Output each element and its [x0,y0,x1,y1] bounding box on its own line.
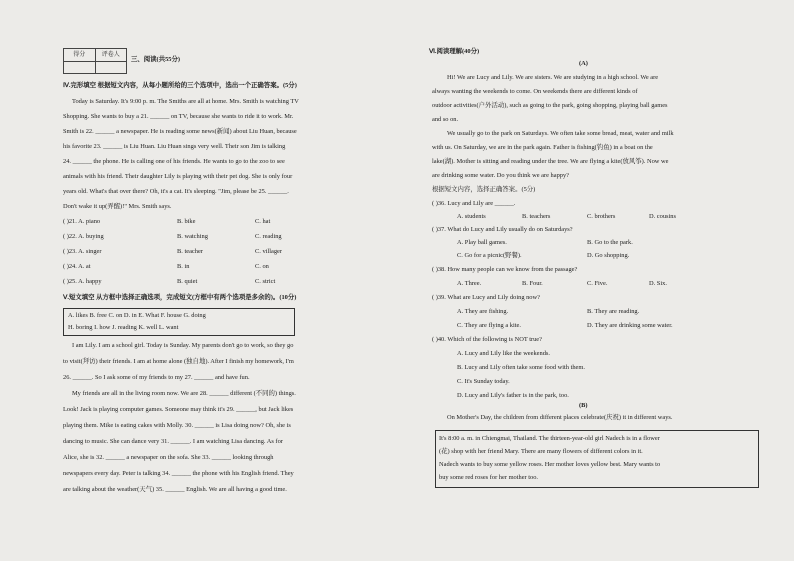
passage-line: playing them. Mike is eating cakes with Molly. 30. ______ is Lisa doing now? Oh, she is [63,422,291,429]
question: ( )22. A. buying [63,233,104,240]
passage-line: Smith is 22. ______ a newspaper. He is reading some news(新闻) about Liu Huan, because [63,128,297,135]
option: C. reading [255,233,282,240]
option: B. bike [177,218,196,225]
word-bank-row: H. boring I. how J. reading K. well L. want [68,324,179,331]
passage-line: years old. What's that over there? Oh, it's a cat. It's sleeping. "Jim, please be 25. ______. [63,188,289,195]
option: B. in [177,263,190,270]
passage-line: are talking about the weather(天气) 35. ______ English. We are all having a good time. [63,486,287,493]
option: A. Lucy and Lily like the weekends. [457,350,550,357]
option: C. brothers [587,213,616,220]
passage-line: lake(湖). Mother is sitting and reading under the tree. We are flying a kite(放风筝). Now we [432,158,669,165]
option: B. teachers [522,213,551,220]
right-page [397,0,794,561]
section-title: 三、阅读(共55分) [131,56,180,63]
question: ( )36. Lucy and Lily are ______. [432,200,516,207]
question: ( )23. A. singer [63,248,102,255]
option: B. quiet [177,278,198,285]
option: B. Four. [522,280,543,287]
score-blank [64,62,96,74]
option: C. on [255,263,269,270]
option: C. strict [255,278,276,285]
option: D. Six. [649,280,667,287]
passage-line: Look! Jack is playing computer games. Someone may think it's 29. ______, but Jack likes [63,406,294,413]
part-b-intro: On Mother's Day, the children from different places celebrate(庆祝) it in different ways. [447,414,673,421]
option: B. teacher [177,248,203,255]
question: ( )25. A. happy [63,278,102,285]
passage-line: to visit(拜访) their friends. I am at home alone (独自地). After I finish my homework, I'm [63,358,294,365]
question: ( )21. A. piano [63,218,101,225]
word-bank-box [63,308,295,336]
passage-line: Today is Saturday. It's 9:00 p. m. The Smiths are all at home. Mrs. Smith is watching TV [72,98,299,105]
option: D. Lucy and Lily's father is in the park, too. [457,392,569,399]
passage-line: Nadech wants to buy some yellow roses. Her mother loves yellow best. Mary wants to [439,461,661,468]
question: ( )39. What are Lucy and Lily doing now? [432,294,540,301]
grader-blank [96,62,127,74]
option: B. watching [177,233,208,240]
passage-line: My friends are all in the living room now. We are 28. ______ different (不同的) things. [72,390,296,397]
part4-title: Ⅳ.完形填空 根据短文内容，从每小题所给的三个选项中，选出一个正确答案。(5分) [63,82,297,89]
passage-line: newspapers every day. Peter is talking 34. ______ the phone with his English friend. They [63,470,294,477]
option: C. They are flying a kite. [457,322,521,329]
passage-line: Alice, she is 32. ______ a newspaper on the sofa. She 33. ______ looking through [63,454,274,461]
passage-line: outdoor activities(户外活动), such as going to the park, going shopping, playing ball games [432,102,668,109]
word-bank-row: A. likes B. free C. on D. in E. What F. house G. doing [68,312,206,319]
passage-line: Shopping. She wants to buy a 21. ______ on TV, because she wants to ride it to work. Mr. [63,113,294,120]
option: C. Go for a picnic(野餐). [457,252,522,259]
option: B. Go to the park. [587,239,633,246]
question: ( )24. A. at [63,263,91,270]
option: C. Five. [587,280,608,287]
option: A. Play ball games. [457,239,507,246]
passage-line: dancing to music. She can dance very 31. ______. I am watching Lisa dancing. As for [63,438,283,445]
option: C. It's Sunday today. [457,378,510,385]
option: B. Lucy and Lily often take some food with them. [457,364,585,371]
option: A. They are fishing. [457,308,509,315]
part6-title: Ⅵ.阅读理解(40分) [429,48,480,55]
option: C. hat [255,218,271,225]
passage-line: and so on. [432,116,459,123]
grader-col: 评卷人 [101,52,120,58]
instruction: 根据短文内容，选择正确答案。(5分) [432,186,536,193]
passage-line: always wanting the weekends to come. On weekends there are different kinds of [432,88,638,95]
passage-line: Don't wake it up(弄醒)!" Mrs. Smith says. [63,203,172,210]
option: C. villager [255,248,282,255]
score-col: 得分 [64,49,96,61]
passage-line: buy some red roses for her mother too. [439,474,539,481]
part-b-passage-box [435,430,759,488]
passage-line: 24. ______ the phone. He is calling one of his friends. He wants to go to the zoo to see [63,158,285,165]
question: ( )37. What do Lucy and Lily usually do on Saturdays? [432,226,573,233]
passage-line: 26. ______. So I ask some of my friends to my 27. ______ and have fun. [63,374,250,381]
passage-line: with us. On Saturday, we are in the park again. Father is fishing(钓鱼) in a boat on the [432,144,653,151]
option: D. They are drinking some water. [587,322,673,329]
passage-line: (花) shop with her friend Mary. There are many flowers of different colors in it. [439,448,643,455]
part-b-label: (B) [579,402,588,409]
passage-line: are drinking some water. Do you think we are happy? [432,172,570,179]
option: D. Go shopping. [587,252,630,259]
passage-line: We usually go to the park on Saturdays. We often take some bread, meat, water and milk [447,130,674,137]
passage-line: his favorite 23. ______ is Liu Huan. Liu Huan sings very well. Their son Jim is talking [63,143,286,150]
passage-line: I am Lily. I am a school girl. Today is Sunday. My parents don't go to work, so they go [72,342,294,349]
passage-line: It's 8:00 a. m. in Chiengmai, Thailand. The thirteen-year-old girl Nadech is in a flower [439,435,660,442]
part5-title: Ⅴ.短文填空 从方框中选择正确选项，完成短文(方框中有两个选项是多余的)。(10分) [63,294,297,301]
question: ( )40. Which of the following is NOT true? [432,336,542,343]
option: B. They are reading. [587,308,640,315]
option: A. Three. [457,280,482,287]
option: D. cousins [649,213,676,220]
passage-line: animals with his friend. Their daughter Lily is playing with their pet dog. She is only four [63,173,293,180]
score-box [63,48,127,74]
passage-line: Hi! We are Lucy and Lily. We are sisters. We are studying in a high school. We are [447,74,659,81]
question: ( )38. How many people can we know from the passage? [432,266,578,273]
option: A. students [457,213,486,220]
part-a-label: (A) [579,60,588,67]
